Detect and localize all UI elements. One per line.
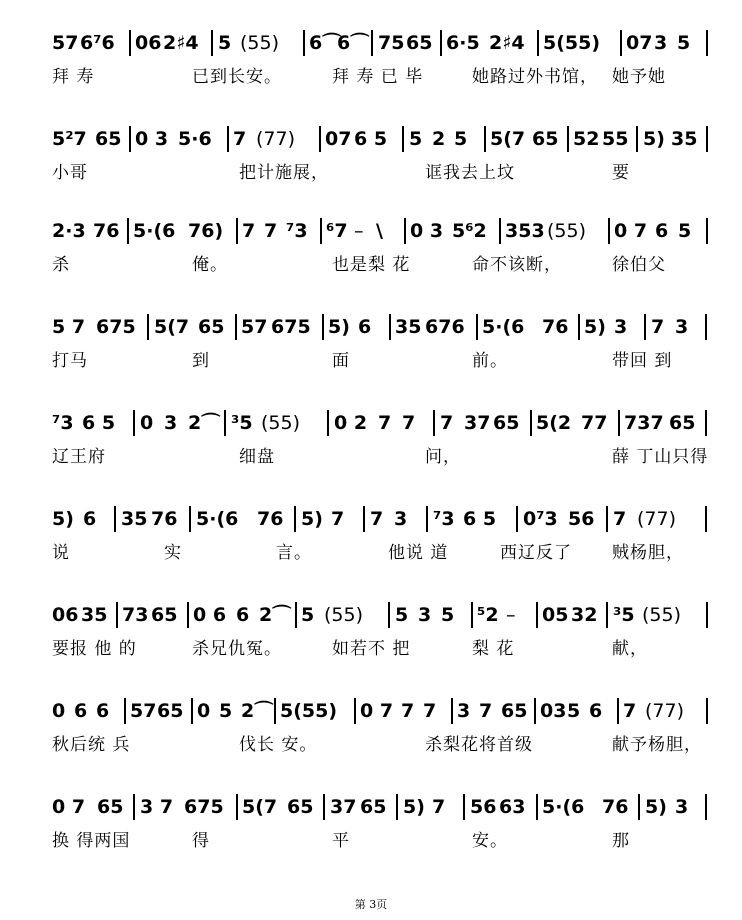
- note-group: 7: [479, 700, 493, 722]
- note-group: 76: [93, 220, 120, 242]
- bar-line: [618, 410, 620, 436]
- notation-line: [0, 118, 742, 164]
- notation-line: [0, 210, 742, 256]
- note-group: 3: [164, 412, 178, 434]
- lyric-phrase: 前。: [472, 351, 508, 371]
- bar-line: [294, 506, 296, 532]
- lyrics-line: [0, 254, 742, 278]
- bar-line: [606, 506, 608, 532]
- notation-line: [0, 690, 742, 736]
- note-group: 6 5: [354, 128, 388, 150]
- lyric-phrase: 辽王府: [52, 447, 106, 467]
- note-group: 06: [52, 604, 79, 626]
- note-group: 5): [328, 316, 350, 338]
- score-line: [0, 594, 742, 674]
- lyric-phrase: 他说 道: [388, 543, 449, 563]
- note-group: 5): [301, 508, 323, 530]
- bar-line: [124, 698, 126, 724]
- note-group: 0⁷3: [523, 508, 558, 530]
- bar-line: [534, 698, 536, 724]
- note-group: ³5: [231, 412, 253, 434]
- note-group: 57: [52, 32, 79, 54]
- note-group: ⁶7: [326, 220, 348, 242]
- note-group: 77: [581, 412, 608, 434]
- bar-line: [476, 314, 478, 340]
- lyrics-line: [0, 162, 742, 186]
- bar-line: [706, 126, 708, 152]
- note-group: –: [506, 604, 516, 626]
- note-group: 2⌒: [241, 700, 274, 722]
- bar-line: [191, 698, 193, 724]
- bar-line: [322, 314, 324, 340]
- bar-line: [187, 602, 189, 628]
- note-group: 03: [540, 700, 567, 722]
- note-group: 65: [287, 796, 314, 818]
- note-group: 75: [378, 32, 405, 54]
- note-group: 5: [219, 700, 233, 722]
- note-group: 05: [542, 604, 569, 626]
- note-group: 5(7: [242, 796, 278, 818]
- note-group: ³5: [613, 604, 635, 626]
- bar-line: [567, 126, 569, 152]
- lyric-phrase: 也是梨 花: [332, 255, 411, 275]
- note-group: 5: [454, 128, 468, 150]
- lyric-phrase: 她予她: [612, 67, 666, 87]
- note-group: 353: [505, 220, 545, 242]
- score-line: [0, 210, 742, 290]
- lyric-phrase: 秋后统 兵: [52, 735, 131, 755]
- bar-line: [189, 506, 191, 532]
- lyric-phrase: 到: [192, 351, 210, 371]
- note-group: 2♯4: [489, 32, 525, 54]
- note-group: 5 7: [52, 316, 86, 338]
- note-group: 5): [584, 316, 606, 338]
- score-line: [0, 306, 742, 386]
- bar-line: [537, 30, 539, 56]
- note-group: 5): [403, 796, 425, 818]
- bar-line: [133, 410, 135, 436]
- note-group: 2♯4: [163, 32, 199, 54]
- note-group: ⁷3: [433, 508, 455, 530]
- note-group: 06: [135, 32, 162, 54]
- note-group: 676: [425, 316, 465, 338]
- note-group: 65: [669, 412, 696, 434]
- note-group: 6: [236, 604, 250, 626]
- note-group: (55): [547, 220, 587, 242]
- lyric-phrase: 带回 到: [612, 351, 673, 371]
- notation-line: [0, 594, 742, 640]
- bar-line: [706, 602, 708, 628]
- note-group: 76: [257, 508, 284, 530]
- note-group: (77): [637, 508, 677, 530]
- bar-line: [705, 506, 707, 532]
- bar-line: [227, 126, 229, 152]
- bar-line: [402, 126, 404, 152]
- bar-line: [319, 126, 321, 152]
- bar-line: [499, 218, 501, 244]
- lyrics-line: [0, 446, 742, 470]
- note-group: 7: [402, 412, 416, 434]
- note-group: 7: [331, 508, 345, 530]
- bar-line: [578, 314, 580, 340]
- note-group: 7: [264, 220, 278, 242]
- bar-line: [404, 218, 406, 244]
- note-group: (55): [642, 604, 682, 626]
- bar-line: [295, 602, 297, 628]
- lyric-phrase: 薛 丁山只得: [612, 447, 709, 467]
- note-group: 737: [624, 412, 664, 434]
- note-group: 6⁷6: [80, 32, 115, 54]
- note-group: 6: [589, 700, 603, 722]
- note-group: 76: [602, 796, 629, 818]
- note-group: 7: [440, 412, 454, 434]
- note-group: 5: [409, 128, 423, 150]
- note-group: 5⁶2: [452, 220, 487, 242]
- note-group: 5: [678, 220, 692, 242]
- bar-line: [440, 30, 442, 56]
- notation-line: [0, 402, 742, 448]
- note-group: 5·(6: [482, 316, 525, 338]
- note-group: 7: [613, 508, 627, 530]
- note-group: 0 3: [135, 128, 169, 150]
- bar-line: [114, 506, 116, 532]
- lyric-phrase: 梨 花: [472, 639, 515, 659]
- note-group: 0: [52, 700, 66, 722]
- note-group: 5(55): [280, 700, 338, 722]
- lyric-phrase: 平: [332, 831, 350, 851]
- note-group: 5·6: [178, 128, 212, 150]
- note-group: –: [354, 220, 364, 242]
- note-group: 65: [97, 796, 124, 818]
- note-group: 76: [151, 508, 178, 530]
- lyric-phrase: 要: [612, 163, 630, 183]
- note-group: 56: [470, 796, 497, 818]
- note-group: 37: [330, 796, 357, 818]
- bar-line: [644, 314, 646, 340]
- bar-line: [389, 314, 391, 340]
- lyric-phrase: 言。: [276, 543, 312, 563]
- note-group: 5·(6: [196, 508, 239, 530]
- bar-line: [636, 126, 638, 152]
- lyric-phrase: 西辽反了: [500, 543, 572, 563]
- note-group: 3: [457, 700, 471, 722]
- lyric-phrase: 说: [52, 543, 70, 563]
- note-group: (55): [240, 32, 280, 54]
- lyric-phrase: 细盘: [239, 447, 275, 467]
- note-group: 35: [81, 604, 108, 626]
- note-group: (77): [645, 700, 685, 722]
- score-line: [0, 22, 742, 102]
- note-group: 65: [406, 32, 433, 54]
- note-group: 2⌒: [259, 604, 292, 626]
- note-group: 5: [395, 604, 409, 626]
- note-group: 65: [151, 604, 178, 626]
- note-group: 3: [418, 604, 432, 626]
- note-group: 57: [130, 700, 157, 722]
- lyric-phrase: 命不该断，: [472, 255, 562, 275]
- lyric-phrase: 打马: [52, 351, 88, 371]
- lyrics-line: [0, 350, 742, 374]
- lyric-phrase: 已到长安。: [192, 67, 282, 87]
- score-line: [0, 690, 742, 770]
- note-group: 7: [651, 316, 665, 338]
- bar-line: [303, 30, 305, 56]
- note-group: 7: [423, 700, 437, 722]
- bar-line: [536, 602, 538, 628]
- bar-line: [516, 506, 518, 532]
- lyric-phrase: 如若不 把: [332, 639, 411, 659]
- page-number: 第 3页: [354, 898, 388, 911]
- bar-line: [705, 794, 707, 820]
- note-group: 65: [493, 412, 520, 434]
- note-group: 675: [271, 316, 311, 338]
- lyric-phrase: 把计施展，: [239, 163, 329, 183]
- note-group: 57: [241, 316, 268, 338]
- bar-line: [354, 698, 356, 724]
- bar-line: [706, 218, 708, 244]
- note-group: 3: [675, 316, 689, 338]
- note-group: 65: [501, 700, 528, 722]
- note-group: 7: [242, 220, 256, 242]
- bar-line: [706, 698, 708, 724]
- note-group: ⁷3: [52, 412, 74, 434]
- lyric-phrase: 拜 寿 已 毕: [332, 67, 424, 87]
- note-group: 7: [623, 700, 637, 722]
- bar-line: [706, 30, 708, 56]
- note-group: (55): [261, 412, 301, 434]
- note-group: 5²7: [52, 128, 87, 150]
- note-group: 52: [573, 128, 600, 150]
- bar-line: [433, 410, 435, 436]
- note-group: \: [376, 220, 383, 242]
- lyric-phrase: 小哥: [52, 163, 88, 183]
- bar-line: [211, 30, 213, 56]
- note-group: 0: [197, 700, 211, 722]
- note-group: 675: [96, 316, 136, 338]
- lyrics-line: [0, 638, 742, 662]
- note-group: 5(55): [543, 32, 601, 54]
- lyric-phrase: 俺。: [192, 255, 228, 275]
- note-group: 5): [643, 128, 665, 150]
- lyrics-line: [0, 830, 742, 854]
- lyric-phrase: 徐伯父: [612, 255, 666, 275]
- lyric-phrase: 拜 寿: [52, 67, 95, 87]
- note-group: 55: [602, 128, 629, 150]
- bar-line: [327, 410, 329, 436]
- note-group: 0 7: [360, 700, 394, 722]
- note-group: 5: [218, 32, 232, 54]
- note-group: 5(2: [536, 412, 572, 434]
- bar-line: [484, 126, 486, 152]
- note-group: 5(7: [490, 128, 526, 150]
- score-line: [0, 498, 742, 578]
- lyric-phrase: 问，: [425, 447, 461, 467]
- note-group: 76: [542, 316, 569, 338]
- note-group: 65: [360, 796, 387, 818]
- lyric-phrase: 那: [612, 831, 630, 851]
- lyrics-line: [0, 542, 742, 566]
- note-group: 63: [499, 796, 526, 818]
- note-group: 0 7: [614, 220, 648, 242]
- note-group: 7: [378, 412, 392, 434]
- note-group: 32: [571, 604, 598, 626]
- lyric-phrase: 实: [164, 543, 182, 563]
- note-group: 6: [74, 700, 88, 722]
- bar-line: [617, 698, 619, 724]
- note-group: 7: [233, 128, 247, 150]
- note-group: 0: [140, 412, 154, 434]
- bar-line: [147, 314, 149, 340]
- bar-line: [224, 410, 226, 436]
- note-group: ⁵2: [477, 604, 499, 626]
- bar-line: [638, 794, 640, 820]
- note-group: 2: [432, 128, 446, 150]
- note-group: 35: [395, 316, 422, 338]
- lyric-phrase: 她路过外书馆，: [472, 67, 598, 87]
- note-group: 6 5: [463, 508, 497, 530]
- lyrics-line: [0, 66, 742, 90]
- lyric-phrase: 安。: [472, 831, 508, 851]
- note-group: 07: [325, 128, 352, 150]
- bar-line: [606, 602, 608, 628]
- note-group: 35: [121, 508, 148, 530]
- bar-line: [236, 794, 238, 820]
- note-group: 6⌒: [309, 32, 342, 54]
- bar-line: [463, 794, 465, 820]
- bar-line: [426, 506, 428, 532]
- bar-line: [133, 794, 135, 820]
- note-group: 0 2: [334, 412, 368, 434]
- bar-line: [530, 410, 532, 436]
- note-group: 65: [198, 316, 225, 338]
- bar-line: [388, 602, 390, 628]
- note-group: 3 7: [140, 796, 174, 818]
- note-group: 5): [52, 508, 74, 530]
- bar-line: [471, 602, 473, 628]
- lyric-phrase: 要报 他 的: [52, 639, 137, 659]
- note-group: 65: [157, 700, 184, 722]
- note-group: 5): [645, 796, 667, 818]
- lyric-phrase: 杀兄仇冤。: [192, 639, 282, 659]
- bar-line: [127, 218, 129, 244]
- note-group: 6: [96, 700, 110, 722]
- note-group: 6: [83, 508, 97, 530]
- lyric-phrase: 献予杨胆，: [612, 735, 702, 755]
- bar-line: [363, 506, 365, 532]
- note-group: 2·3: [52, 220, 86, 242]
- notation-line: [0, 306, 742, 352]
- lyrics-line: [0, 734, 742, 758]
- note-group: 7: [370, 508, 384, 530]
- note-group: 6: [358, 316, 372, 338]
- note-group: 3: [614, 316, 628, 338]
- score-line: [0, 402, 742, 482]
- note-group: 56: [568, 508, 595, 530]
- lyric-phrase: 献，: [612, 639, 648, 659]
- bar-line: [608, 218, 610, 244]
- note-group: (77): [256, 128, 296, 150]
- bar-line: [320, 218, 322, 244]
- lyric-phrase: 贼杨胆，: [612, 543, 684, 563]
- bar-line: [274, 698, 276, 724]
- bar-line: [536, 794, 538, 820]
- note-group: 2⌒: [188, 412, 221, 434]
- note-group: 5·(6: [133, 220, 176, 242]
- lyric-phrase: 面: [332, 351, 350, 371]
- notation-line: [0, 22, 742, 68]
- bar-line: [116, 602, 118, 628]
- notation-line: [0, 786, 742, 832]
- note-group: 5(7: [154, 316, 190, 338]
- note-group: 5: [567, 700, 581, 722]
- note-group: 3: [394, 508, 408, 530]
- note-group: 6·5: [446, 32, 480, 54]
- note-group: ⁷3: [286, 220, 308, 242]
- lyric-phrase: 杀: [52, 255, 70, 275]
- lyric-phrase: 换 得两国: [52, 831, 131, 851]
- note-group: 5·(6: [542, 796, 585, 818]
- notation-line: [0, 498, 742, 544]
- bar-line: [236, 218, 238, 244]
- note-group: 5: [301, 604, 315, 626]
- note-group: 65: [532, 128, 559, 150]
- score-line: [0, 118, 742, 198]
- note-group: 0 6: [193, 604, 227, 626]
- note-group: 5: [677, 32, 691, 54]
- bar-line: [323, 794, 325, 820]
- note-group: 07: [626, 32, 653, 54]
- lyric-phrase: 伐长 安。: [239, 735, 318, 755]
- bar-line: [129, 126, 131, 152]
- lyric-phrase: 诓我去上坟: [425, 163, 515, 183]
- note-group: 5: [441, 604, 455, 626]
- note-group: 37: [464, 412, 491, 434]
- bar-line: [705, 410, 707, 436]
- note-group: 675: [184, 796, 224, 818]
- score-line: [0, 786, 742, 866]
- lyric-phrase: 杀梨花将首级: [425, 735, 533, 755]
- note-group: 76): [188, 220, 224, 242]
- bar-line: [620, 30, 622, 56]
- note-group: 0 7: [52, 796, 86, 818]
- note-group: 65: [95, 128, 122, 150]
- note-group: 3: [654, 32, 668, 54]
- note-group: 6: [655, 220, 669, 242]
- note-group: 0 3: [410, 220, 444, 242]
- note-group: 7: [432, 796, 446, 818]
- lyric-phrase: 得: [192, 831, 210, 851]
- note-group: 6⌒: [337, 32, 370, 54]
- note-group: 35: [671, 128, 698, 150]
- note-group: 6 5: [82, 412, 116, 434]
- note-group: 3: [675, 796, 689, 818]
- bar-line: [396, 794, 398, 820]
- bar-line: [235, 314, 237, 340]
- note-group: 7: [401, 700, 415, 722]
- bar-line: [705, 314, 707, 340]
- bar-line: [451, 698, 453, 724]
- bar-line: [129, 30, 131, 56]
- note-group: 73: [122, 604, 149, 626]
- note-group: (55): [324, 604, 364, 626]
- bar-line: [371, 30, 373, 56]
